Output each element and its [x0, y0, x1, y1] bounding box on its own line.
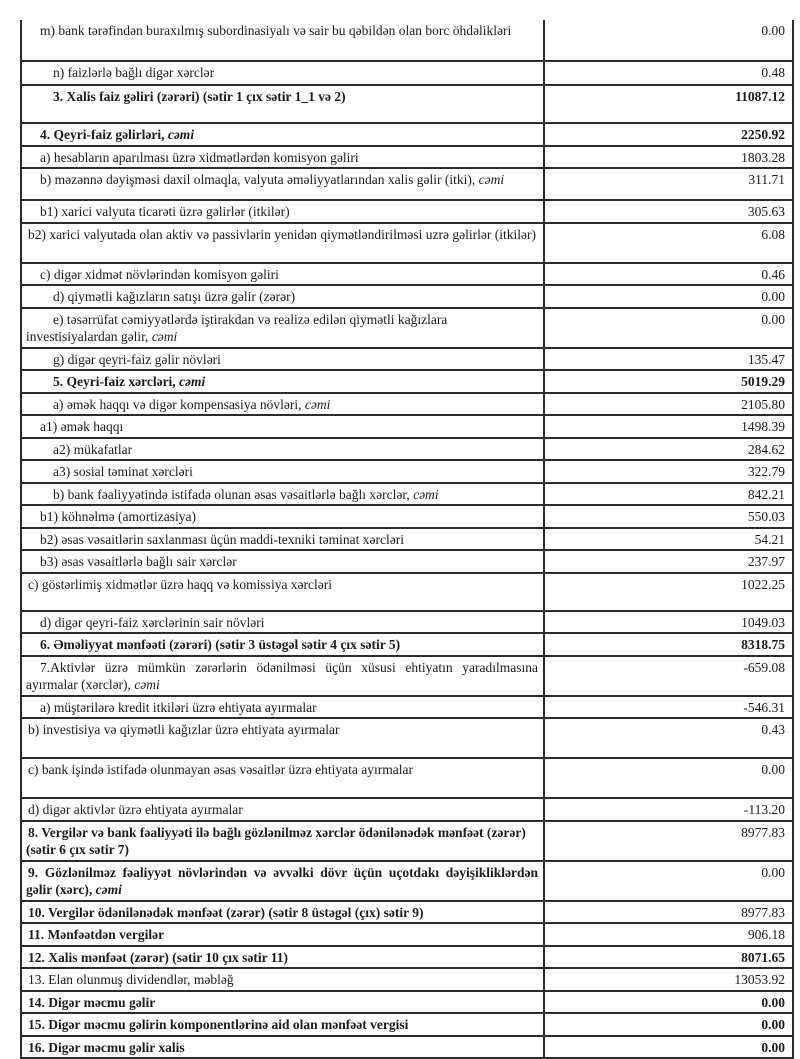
- row-label-text: m) bank tərəfindən buraxılmış subordinasiyalı və sair bu qəbildən olan borc öhdəlikləri: [40, 23, 511, 38]
- row-label: [22, 349, 545, 370]
- table-row: [22, 394, 792, 417]
- row-value: 8071.65: [545, 947, 792, 968]
- row-label: [22, 759, 545, 797]
- row-value: 1022.25: [545, 574, 792, 610]
- table-row: [22, 169, 792, 201]
- row-label-text: a2) mükafatlar: [53, 442, 132, 457]
- row-value: 550.03: [545, 506, 792, 527]
- row-label: [22, 439, 545, 460]
- row-label: [22, 612, 545, 633]
- row-value: 13053.92: [545, 969, 792, 990]
- row-value: 906.18: [545, 924, 792, 945]
- row-label: [22, 634, 545, 655]
- row-label-text: e) təsərrüfat cəmiyyətlərdə iştirakdan və realizə edilən qiymətli kağızlara investisiyalardan gəlir,: [26, 312, 447, 345]
- row-label-text: 3. Xalis faiz gəliri (zərəri) (sətir 1 çıx sətir 1_1 və 2): [53, 89, 346, 104]
- row-label: [22, 224, 545, 262]
- row-value: 1803.28: [545, 147, 792, 168]
- row-label-text: c) digər xidmət növlərindən komisyon gəliri: [40, 267, 279, 282]
- row-label-italic-suffix: cəmi: [152, 329, 177, 344]
- row-value: 0.00: [545, 20, 792, 60]
- row-label: [22, 822, 545, 860]
- table-row: [22, 147, 792, 170]
- row-label: [22, 902, 545, 923]
- row-value: 0.48: [545, 62, 792, 84]
- row-label-text: a) əmək haqqı və digər kompensasiya növləri,: [53, 397, 305, 412]
- table-row: [22, 86, 792, 124]
- row-label: [22, 394, 545, 415]
- row-label-text: d) digər qeyri-faiz xərclərinin sair növləri: [40, 615, 265, 630]
- row-value: 322.79: [545, 461, 792, 482]
- table-row: [22, 371, 792, 394]
- table-row: [22, 286, 792, 309]
- table-row: [22, 697, 792, 720]
- row-value: 0.00: [545, 286, 792, 307]
- row-label-text: b) məzənnə dəyişməsi daxil olmaqla, valyuta əməliyyatlarından xalis gəlir (itki),: [40, 172, 479, 187]
- table-row: [22, 822, 792, 862]
- table-row: [22, 529, 792, 552]
- table-row: [22, 902, 792, 925]
- row-label-text: b2) xarici valyutada olan aktiv və passivlərin yenidən qiymətləndirilməsi uzrə gəlirlər (itkilər): [28, 227, 536, 242]
- row-value: 6.08: [545, 224, 792, 262]
- table-row: [22, 924, 792, 947]
- row-value: 0.43: [545, 719, 792, 757]
- table-row: [22, 862, 792, 902]
- row-label-text: c) göstərlimiş xidmətlər üzrə haqq və komissiya xərcləri: [28, 577, 332, 592]
- table-row: [22, 224, 792, 264]
- row-label: [22, 924, 545, 945]
- table-row: [22, 574, 792, 612]
- row-value: 0.00: [545, 1037, 792, 1058]
- row-value: 305.63: [545, 201, 792, 222]
- row-label-italic-suffix: cəmi: [179, 374, 205, 389]
- row-label: [22, 20, 545, 60]
- row-value: 1049.03: [545, 612, 792, 633]
- table-row: [22, 416, 792, 439]
- row-label-text: 14. Digər məcmu gəlir: [28, 995, 155, 1010]
- table-row: [22, 349, 792, 372]
- row-label: [22, 264, 545, 285]
- table-row: [22, 201, 792, 224]
- row-value: 0.00: [545, 862, 792, 900]
- row-value: 54.21: [545, 529, 792, 550]
- table-row: [22, 947, 792, 970]
- row-value: 0.00: [545, 1014, 792, 1035]
- row-label-italic-suffix: cəmi: [305, 397, 330, 412]
- row-label: [22, 201, 545, 222]
- row-label-text: a3) sosial təminat xərcləri: [53, 464, 193, 479]
- row-label-italic-suffix: cəmi: [168, 127, 194, 142]
- row-label-text: n) faizlərlə bağlı digər xərclər: [53, 65, 214, 80]
- table-row: [22, 484, 792, 507]
- row-label-text: 15. Digər məcmu gəlirin komponentlərinə aid olan mənfəət vergisi: [28, 1017, 408, 1032]
- row-label: [22, 969, 545, 990]
- row-label-text: 11. Mənfəətdən vergilər: [28, 927, 164, 942]
- row-label-text: b1) xarici valyuta ticarəti üzrə gəlirlər (itkilər): [40, 204, 290, 219]
- table-row: [22, 20, 792, 62]
- row-label-italic-suffix: cəmi: [413, 487, 438, 502]
- table-row: [22, 62, 792, 86]
- row-label: [22, 799, 545, 820]
- row-value: 8977.83: [545, 902, 792, 923]
- row-label: [22, 286, 545, 307]
- row-label: [22, 461, 545, 482]
- table-row: [22, 657, 792, 697]
- row-label-text: 12. Xalis mənfəət (zərər) (sətir 10 çıx sətir 11): [28, 950, 288, 965]
- row-value: 0.00: [545, 309, 792, 347]
- row-label: [22, 86, 545, 122]
- row-value: 8977.83: [545, 822, 792, 860]
- table-row: [22, 1014, 792, 1037]
- table-row: [22, 264, 792, 287]
- table-row: [22, 506, 792, 529]
- row-label-text: a) müştərilərə kredit itkiləri üzrə ehtiyata ayırmalar: [40, 700, 317, 715]
- table-row: [22, 309, 792, 349]
- row-label: [22, 862, 545, 900]
- table-row: [22, 992, 792, 1015]
- row-label-text: 16. Digər məcmu gəlir xalis: [28, 1040, 185, 1055]
- row-value: 0.00: [545, 759, 792, 797]
- row-value: 311.71: [545, 169, 792, 199]
- row-label-text: a1) əmək haqqı: [40, 419, 123, 434]
- table-row: [22, 759, 792, 799]
- row-label-text: b) investisiya və qiymətli kağızlar üzrə ehtiyata ayırmalar: [28, 722, 340, 737]
- table-row: [22, 124, 792, 147]
- row-label-text: 8. Vergilər və bank fəaliyyəti ilə bağlı gözlənilməz xərclər ödənilənədək mənfəət (zərər) (sətir 6 çıx sətir 7): [26, 825, 526, 858]
- table-row: [22, 612, 792, 635]
- row-value: 2250.92: [545, 124, 792, 145]
- row-value: 842.21: [545, 484, 792, 505]
- row-value: 0.00: [545, 992, 792, 1013]
- row-label-text: b2) əsas vəsaitlərin saxlanması üçün maddi-texniki təminat xərcləri: [40, 532, 404, 547]
- row-value: -546.31: [545, 697, 792, 718]
- table-row: [22, 461, 792, 484]
- row-label: [22, 992, 545, 1013]
- row-value: 284.62: [545, 439, 792, 460]
- row-label: [22, 309, 545, 347]
- table-row: [22, 969, 792, 992]
- row-label-text: d) qiymətli kağızların satışı üzrə gəlir (zərər): [53, 289, 295, 304]
- row-label: [22, 1014, 545, 1035]
- row-label: [22, 1037, 545, 1058]
- table-row: [22, 799, 792, 822]
- row-value: -113.20: [545, 799, 792, 820]
- row-value: 8318.75: [545, 634, 792, 655]
- table-row: [22, 551, 792, 574]
- table-row: [22, 439, 792, 462]
- row-label: [22, 506, 545, 527]
- row-label-text: 13. Elan olunmuş dividendlər, məbləğ: [28, 972, 234, 987]
- row-label: [22, 169, 545, 199]
- row-value: 1498.39: [545, 416, 792, 437]
- table-row: [22, 1037, 792, 1059]
- row-label: [22, 551, 545, 572]
- row-label-italic-suffix: cəmi: [96, 882, 122, 897]
- row-label-text: 4. Qeyri-faiz gəlirləri,: [40, 127, 168, 142]
- row-label: [22, 62, 545, 84]
- row-value: 5019.29: [545, 371, 792, 392]
- row-value: 11087.12: [545, 86, 792, 122]
- row-label: [22, 147, 545, 168]
- row-label-text: a) hesabların aparılması üzrə xidmətlərdən komisyon gəliri: [40, 150, 359, 165]
- row-value: 0.46: [545, 264, 792, 285]
- row-label-text: c) bank işində istifadə olunmayan əsas vəsaitlər üzrə ehtiyata ayırmalar: [28, 762, 413, 777]
- income-statement-table: [20, 20, 794, 1059]
- row-label-italic-suffix: cəmi: [479, 172, 504, 187]
- row-value: 135.47: [545, 349, 792, 370]
- row-label-text: 6. Əməliyyat mənfəəti (zərəri) (sətir 3 üstəgəl sətir 4 çıx sətir 5): [40, 637, 400, 652]
- table-row: [22, 719, 792, 759]
- row-label: [22, 657, 545, 695]
- row-label: [22, 124, 545, 145]
- row-label-text: 10. Vergilər ödənilənədək mənfəət (zərər) (sətir 8 üstəgəl (çıx) sətir 9): [28, 905, 424, 920]
- row-label: [22, 574, 545, 610]
- row-label-italic-suffix: cəmi: [134, 677, 159, 692]
- row-label-text: 7.Aktivlər üzrə mümkün zərərlərin ödənilməsi üçün xüsusi ehtiyatın yaradılmasına ayırmalar (xərclər),: [26, 660, 538, 693]
- row-value: 2105.80: [545, 394, 792, 415]
- row-label: [22, 719, 545, 757]
- row-label: [22, 697, 545, 718]
- row-label: [22, 529, 545, 550]
- row-label-text: d) digər aktivlər üzrə ehtiyata ayırmalar: [28, 802, 243, 817]
- row-label: [22, 484, 545, 505]
- row-label-text: b3) əsas vəsaitlərlə bağlı sair xərclər: [40, 554, 237, 569]
- row-value: -659.08: [545, 657, 792, 695]
- row-label-text: g) digər qeyri-faiz gəlir növləri: [53, 352, 221, 367]
- row-label: [22, 416, 545, 437]
- table-row: [22, 634, 792, 657]
- row-label-text: 5. Qeyri-faiz xərcləri,: [53, 374, 179, 389]
- row-label: [22, 371, 545, 392]
- row-value: 237.97: [545, 551, 792, 572]
- row-label-text: b1) köhnəlmə (amortizasiya): [40, 509, 196, 524]
- row-label-text: b) bank fəaliyyətində istifadə olunan əsas vəsaitlərlə bağlı xərclər,: [53, 487, 413, 502]
- row-label-text: 9. Gözlənilməz fəaliyyət növlərindən və əvvəlki dövr üçün uçotdakı dəyişikliklərdən gəlir (xərc),: [26, 865, 538, 898]
